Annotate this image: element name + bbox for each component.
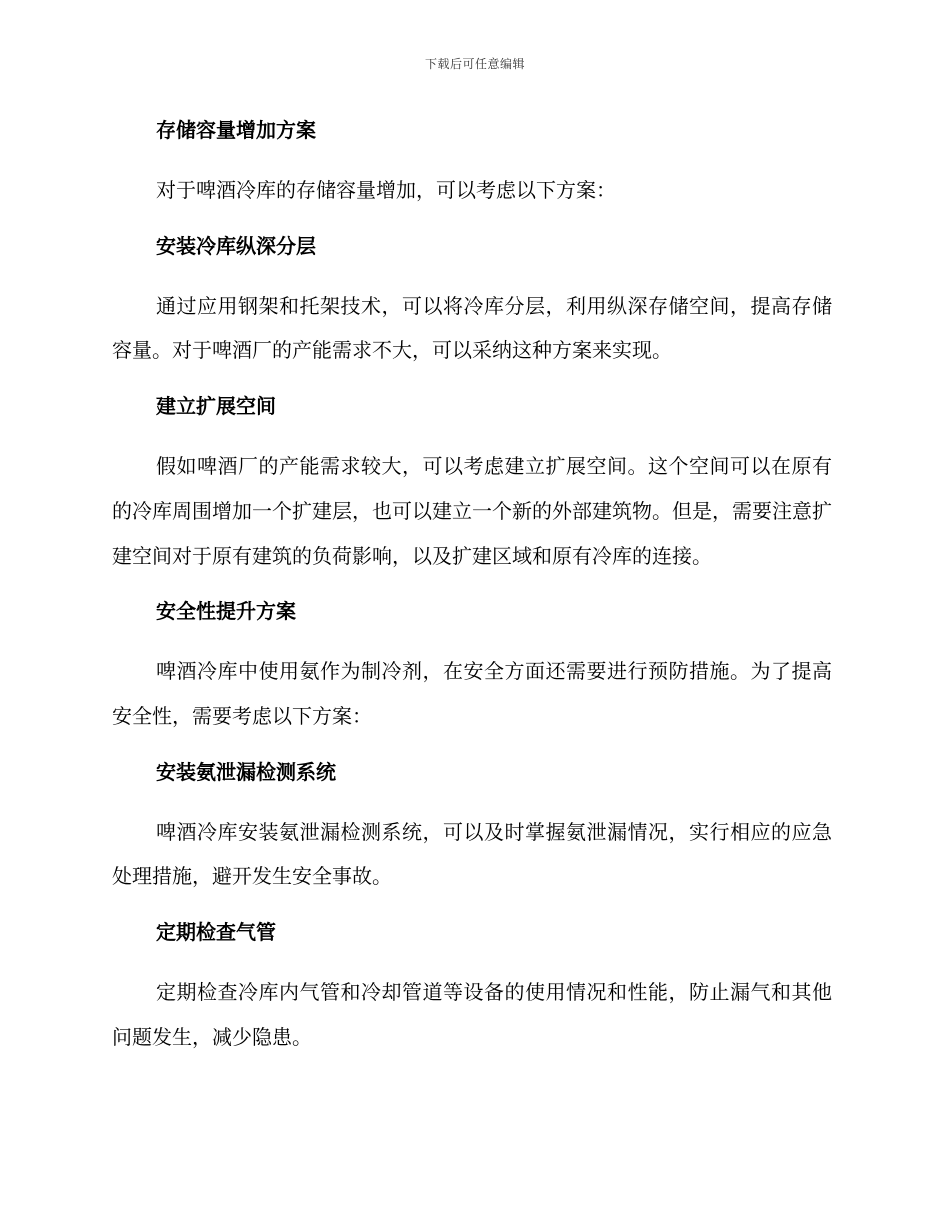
section-heading-pipe-inspection: 定期检查气管 <box>156 920 276 945</box>
paragraph-expansion: 假如啤酒厂的产能需求较大，可以考虑建立扩展空间。这个空间可以在原有的冷库周围增加一个扩建层，也可以建立一个新的外部建筑物。但是，需要注意扩建空间对于原有建筑的负荷影响，以及扩建区域和原有冷库的连接。 <box>112 454 832 568</box>
paragraph-safety-intro: 啤酒冷库中使用氨作为制冷剂，在安全方面还需要进行预防措施。为了提高安全性，需要考虑以下方案： <box>112 659 832 728</box>
header-note: 下载后可任意编辑 <box>424 57 525 71</box>
paragraph-layering: 通过应用钢架和托架技术，可以将冷库分层，利用纵深存储空间，提高存储容量。对于啤酒厂的产能需求不大，可以采纳这种方案来实现。 <box>112 293 832 363</box>
paragraph-storage-intro: 对于啤酒冷库的存储容量增加，可以考虑以下方案： <box>156 178 616 202</box>
section-heading-leak-detection: 安装氨泄漏检测系统 <box>156 759 336 784</box>
document-body <box>112 110 832 1072</box>
section-heading-layering: 安装冷库纵深分层 <box>156 233 316 258</box>
section-heading-expansion: 建立扩展空间 <box>156 394 276 419</box>
paragraph-pipe-inspection: 定期检查冷库内气管和冷却管道等设备的使用情况和性能，防止漏气和其他问题发生，减少隐患。 <box>112 980 832 1049</box>
paragraph-leak-detection: 啤酒冷库安装氨泄漏检测系统，可以及时掌握氨泄漏情况，实行相应的应急处理措施，避开发生安全事故。 <box>112 819 832 889</box>
section-heading-safety: 安全性提升方案 <box>156 599 296 624</box>
section-heading-storage-capacity: 存储容量增加方案 <box>156 118 316 142</box>
